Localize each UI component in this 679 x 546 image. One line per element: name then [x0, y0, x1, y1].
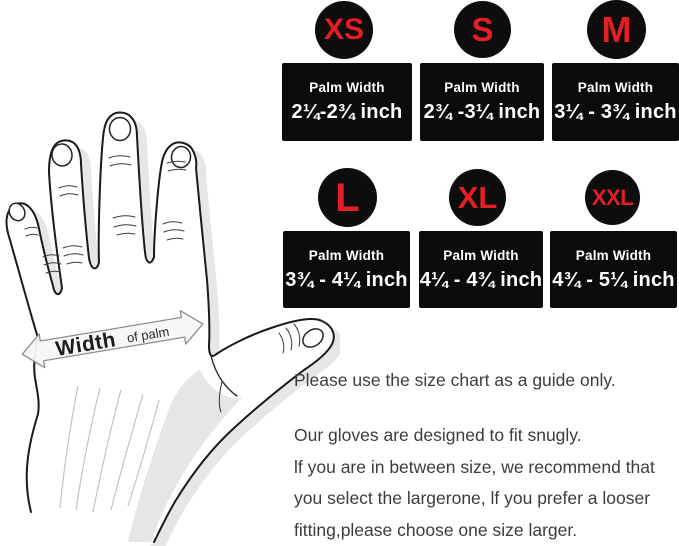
palm-width-label: Palm Width — [444, 80, 520, 95]
size-info-l — [283, 231, 410, 308]
palm-width-label: Palm Width — [309, 80, 385, 95]
size-range-m: 3¼ - 3¾ inch — [554, 101, 677, 123]
ribbon-label-main: Width — [54, 328, 118, 361]
size-info-xs — [282, 63, 412, 141]
fit-note-line-1: Our gloves are designed to fit snugly. — [294, 425, 582, 445]
size-badge-l — [318, 168, 377, 227]
size-badge-xxl-label: XXL — [591, 184, 634, 210]
fit-note-line-4: fitting,please choose one size larger. — [294, 519, 578, 540]
size-badge-l-label: L — [335, 175, 360, 220]
size-range-xl: 4¼ - 4¾ inch — [419, 268, 543, 291]
fit-note-line-2: lf you are in between size, we recommend that — [294, 456, 655, 477]
size-info-xl — [419, 231, 543, 308]
size-badge-xl — [449, 169, 506, 226]
fit-note — [294, 420, 655, 546]
palm-width-label: Palm Width — [575, 247, 652, 263]
size-range-l: 3¾ - 4¼ inch — [285, 268, 408, 291]
size-range-xxl: 4¾ - 5¼ inch — [552, 268, 675, 291]
size-info-m — [552, 63, 679, 141]
size-badge-s-label: S — [471, 11, 494, 48]
size-badge-xxl — [585, 170, 640, 225]
size-badge-xl-label: XL — [457, 180, 498, 215]
size-badge-m — [587, 0, 646, 59]
size-range-s: 2¾ -3¼ inch — [423, 101, 541, 123]
palm-width-label: Palm Width — [308, 247, 385, 263]
fit-note-line-3: you select the largerone, lf you prefer a looser — [294, 488, 651, 509]
ribbon-label-sub: of palm — [125, 323, 171, 346]
size-info-s — [420, 63, 544, 141]
size-badge-s — [454, 1, 511, 58]
size-badge-xs-label: XS — [323, 13, 365, 46]
palm-width-label: Palm Width — [577, 80, 654, 95]
palm-width-label: Palm Width — [443, 247, 519, 263]
size-info-xxl — [550, 231, 677, 308]
size-badge-m-label: M — [601, 8, 632, 50]
size-badge-xs — [315, 1, 373, 59]
guide-note: Please use the size chart as a guide only. — [294, 370, 616, 390]
size-range-xs: 2¼-2¾ inch — [291, 101, 403, 123]
